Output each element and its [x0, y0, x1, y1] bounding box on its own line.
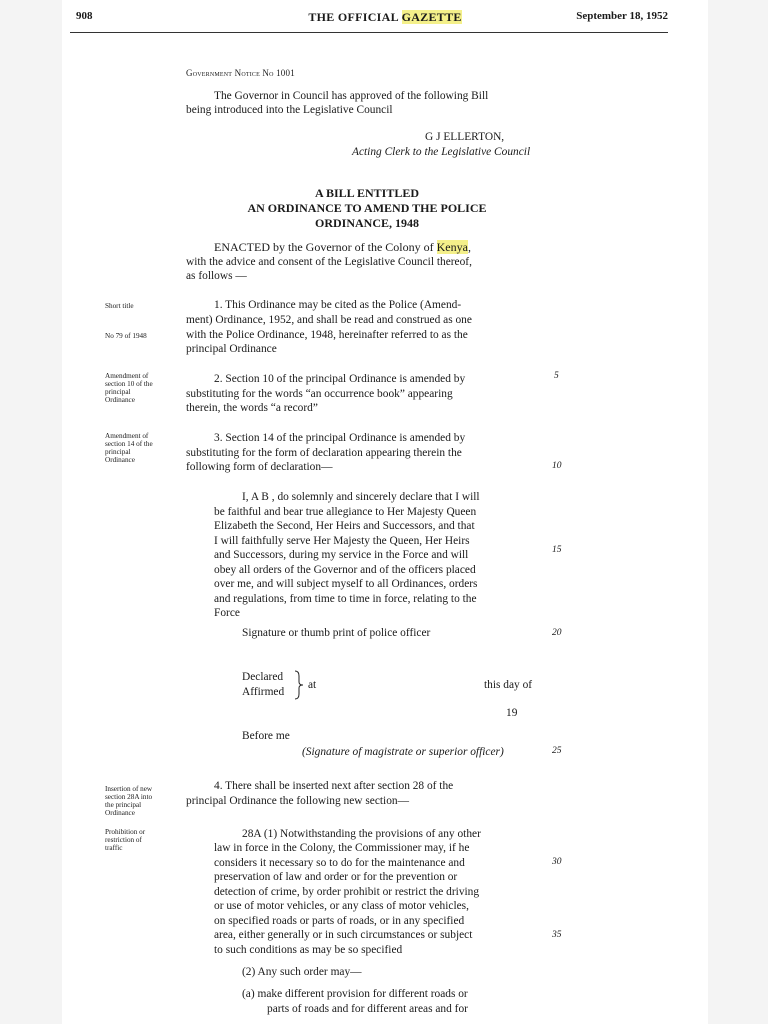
margin-note-line: principal [105, 388, 131, 396]
section-4-line-2: principal Ordinance the following new section— [186, 795, 410, 807]
margin-note-section-2 [105, 372, 175, 404]
section-28a-line-7: on specified roads or parts of roads, or in any specified [214, 915, 465, 927]
this-day-of-label: this day of [484, 679, 533, 691]
section-28a-line-9: to such conditions as may be so specified [214, 944, 403, 956]
margin-note-line: section 28A into [105, 793, 153, 801]
line-number-15: 15 [552, 545, 562, 555]
enacted-line-2: with the advice and consent of the Legislative Council thereof, [186, 256, 472, 268]
bill-title [186, 186, 548, 231]
notice-signer-title: Acting Clerk to the Legislative Council [352, 146, 531, 158]
declaration-line-1: I, A B , do solemnly and sincerely declare that I will [242, 491, 480, 503]
section-2-line-3: therein, the words “a record” [186, 402, 318, 414]
section-28a-line-3: considers it necessary so to do for the maintenance and [214, 857, 465, 869]
declaration-line-9: Force [214, 607, 240, 619]
margin-note-line: Amendment of [105, 432, 149, 440]
line-number-20: 20 [552, 628, 562, 638]
brace-icon [294, 670, 304, 700]
margin-note-line: principal [105, 448, 131, 456]
declaration-line-4: I will faithfully serve Her Majesty the Queen, Her Heirs [214, 535, 470, 547]
margin-note-line: the principal [105, 801, 142, 809]
page-number: 908 [76, 10, 93, 22]
at-label: at [308, 679, 317, 691]
section-28a-line-1: 28A (1) Notwithstanding the provisions of any other [242, 828, 481, 840]
declared-label: Declared [242, 671, 284, 683]
year-label: 19 [506, 707, 518, 719]
section-28a-line-6: or use of motor vehicles, or any class of motor vehicles, [214, 900, 469, 912]
line-number-5: 5 [554, 371, 559, 381]
enacted-line-3: as follows — [186, 270, 247, 282]
notice-label: Government Notice No 1001 [186, 68, 295, 78]
declaration-line-6: obey all orders of the Governor and of the officers placed [214, 564, 476, 576]
section-4-line-1: 4. There shall be inserted next after section 28 of the [214, 780, 454, 792]
declaration-line-2: be faithful and bear true allegiance to Her Majesty Queen [214, 506, 477, 518]
margin-note-line: restriction of [105, 836, 142, 844]
section-2-line-1: 2. Section 10 of the principal Ordinance is amended by [214, 373, 466, 385]
margin-note-line: Ordinance [105, 396, 135, 404]
declaration-line-8: and regulations, from time to time in force, relating to the [214, 593, 477, 605]
magistrate-signature-line: (Signature of magistrate or superior officer) [302, 746, 504, 758]
margin-note-short-title [105, 302, 175, 310]
sub-clause-2: (2) Any such order may— [242, 966, 362, 978]
margin-note-line: Short title [105, 302, 134, 310]
margin-note-line: Insertion of new [105, 785, 153, 793]
line-number-10: 10 [552, 461, 562, 471]
section-3-line-3: following form of declaration— [186, 461, 333, 473]
section-1-line-3: with the Police Ordinance, 1948, hereinafter referred to as the [186, 329, 468, 341]
enacted-line-1 [214, 240, 471, 254]
sub-clause-a-line-1: (a) make different provision for different roads or [242, 988, 468, 1000]
margin-note-line: No 79 of 1948 [105, 332, 147, 340]
section-3-line-1: 3. Section 14 of the principal Ordinance is amended by [214, 432, 466, 444]
declaration-line-7: over me, and will subject myself to all Ordinances, orders [214, 578, 478, 590]
gazette-title-highlight: GAZETTE [401, 10, 462, 24]
before-me-label: Before me [242, 730, 290, 742]
margin-note-section-28a [105, 828, 175, 852]
section-2-line-2: substituting for the words “an occurrence book” appearing [186, 388, 453, 400]
notice-line-2: being introduced into the Legislative Council [186, 104, 393, 116]
gazette-title-prefix: THE OFFICIAL [308, 10, 402, 24]
bill-title-line-3: ORDINANCE, 1948 [314, 216, 419, 230]
enacted-text-after: , [467, 240, 471, 254]
margin-note-section-3 [105, 432, 175, 464]
affirmed-label: Affirmed [242, 686, 285, 698]
margin-note-line: section 10 of the [105, 380, 153, 388]
section-1-line-2: ment) Ordinance, 1952, and shall be read and construed as one [186, 314, 472, 326]
section-28a-line-8: area, either generally or in such circumstances or subject [214, 929, 473, 941]
notice-line-1: The Governor in Council has approved of the following Bill [214, 90, 489, 102]
declaration-line-3: Elizabeth the Second, Her Heirs and Successors, and that [214, 520, 475, 532]
margin-note-line: section 14 of the [105, 440, 153, 448]
line-number-25: 25 [552, 746, 562, 756]
section-1-line-1: 1. This Ordinance may be cited as the Police (Amend- [214, 299, 462, 311]
gazette-page [62, 0, 708, 1024]
enacted-highlight: Kenya [436, 240, 468, 254]
margin-note-section-4 [105, 785, 179, 817]
margin-note-line: Amendment of [105, 372, 149, 380]
margin-note-line: Prohibition or [105, 828, 146, 836]
sub-clause-a-line-2: parts of roads and for different areas and for [267, 1003, 468, 1015]
bill-title-line-1: A BILL ENTITLED [314, 186, 420, 200]
margin-note-line: traffic [105, 844, 123, 852]
notice-signer: G J ELLERTON, [425, 131, 505, 143]
declaration-line-5: and Successors, during my service in the Force and will [214, 549, 469, 561]
section-1-line-4: principal Ordinance [186, 343, 277, 355]
signature-line: Signature or thumb print of police officer [242, 627, 431, 639]
margin-note-line: Ordinance [105, 809, 135, 817]
section-28a-line-5: detection of crime, by order prohibit or restrict the driving [214, 886, 480, 898]
header-rule [70, 32, 668, 33]
enacted-text: ENACTED by the Governor of the Colony of [214, 240, 437, 254]
margin-note-ordinance-ref [105, 332, 175, 340]
line-number-35: 35 [552, 930, 562, 940]
line-number-30: 30 [552, 857, 562, 867]
section-28a-line-4: preservation of law and order or for the prevention or [214, 871, 458, 883]
section-3-line-2: substituting for the form of declaration appearing therein the [186, 447, 462, 459]
issue-date: September 18, 1952 [576, 10, 668, 22]
bill-title-line-2: AN ORDINANCE TO AMEND THE POLICE [247, 201, 487, 215]
section-28a-line-2: law in force in the Colony, the Commissioner may, if he [214, 842, 470, 854]
margin-note-line: Ordinance [105, 456, 135, 464]
